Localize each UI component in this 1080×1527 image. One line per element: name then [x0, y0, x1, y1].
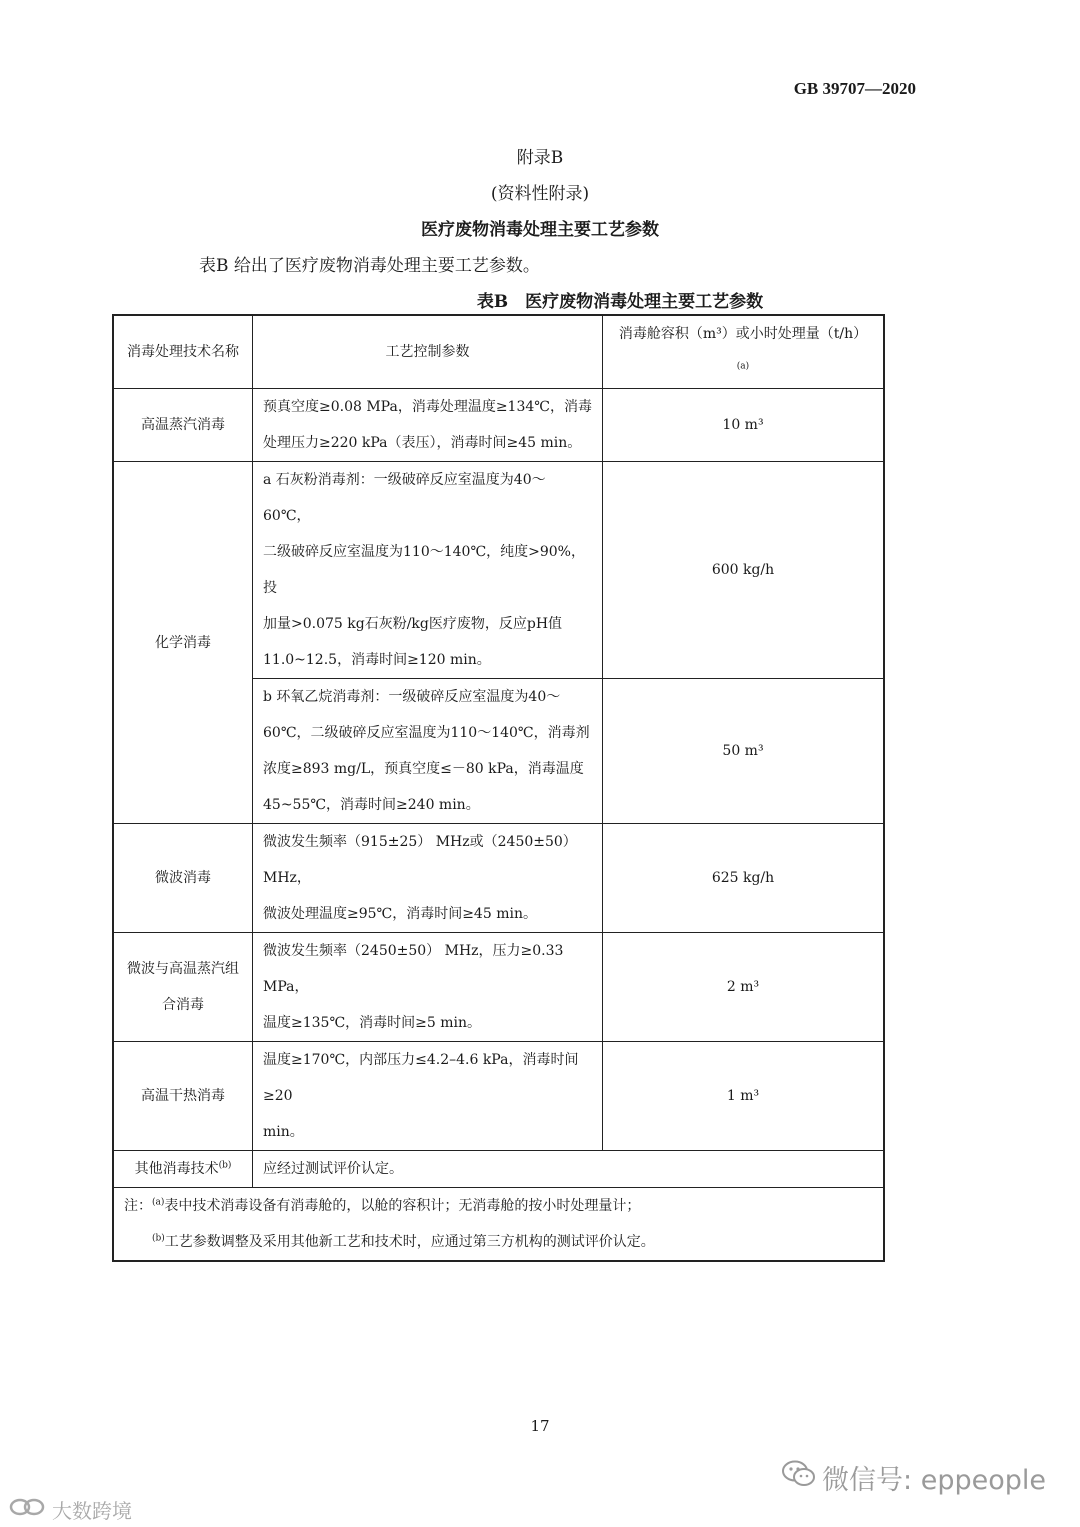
note-b: [124, 1224, 873, 1260]
table-row: [113, 389, 884, 462]
table-header-row: [113, 315, 884, 389]
capacity-value: 625 kg/h: [603, 824, 885, 933]
capacity-value: 10 m³: [603, 389, 885, 462]
table-notes: [113, 1188, 884, 1262]
param-line: 加量>0.075 kg石灰粉/kg医疗废物，反应pH值: [263, 616, 563, 632]
param-line: 温度≥135℃，消毒时间≥5 min。: [263, 1015, 481, 1031]
link-logo-icon: [8, 1496, 48, 1523]
param-line: 微波发生频率（2450±50） MHz，压力≥0.33 MPa，: [263, 943, 564, 995]
page-number: 17: [530, 1417, 550, 1435]
technique-name: [113, 933, 253, 1042]
table-row: [113, 933, 884, 1042]
footnote-mark-a: (a): [736, 361, 750, 372]
note-b-text: 工艺参数调整及采用其他新工艺和技术时，应通过第三方机构的测试评价认定。: [164, 1234, 655, 1250]
technique-name: 微波消毒: [113, 824, 253, 933]
brand-watermark-text: 大数跨境: [52, 1499, 132, 1523]
appendix-heading: 医疗废物消毒处理主要工艺参数: [421, 220, 659, 240]
table-caption: 表B 医疗废物消毒处理主要工艺参数: [476, 292, 764, 312]
note-a: [124, 1188, 873, 1224]
wechat-watermark: [782, 1458, 1046, 1497]
control-params: [253, 389, 603, 462]
wechat-icon: [782, 1460, 816, 1495]
control-params: 应经过测试评价认定。: [253, 1151, 885, 1188]
technique-name: 化学消毒: [113, 462, 253, 824]
control-params: [253, 462, 603, 679]
param-line: 11.0~12.5，消毒时间≥120 min。: [263, 652, 491, 668]
param-line: 浓度≥893 mg/L，预真空度≤－80 kPa，消毒温度: [263, 761, 584, 777]
header-capacity-text: 消毒舱容积（m³）或小时处理量（t/h）: [618, 326, 868, 342]
param-line: 温度≥170℃，内部压力≤4.2–4.6 kPa，消毒时间≥20: [263, 1052, 579, 1104]
param-line: 微波处理温度≥95℃，消毒时间≥45 min。: [263, 906, 537, 922]
intro-paragraph: 表B 给出了医疗废物消毒处理主要工艺参数。: [199, 256, 540, 276]
footnote-mark-b: (b): [218, 1160, 232, 1171]
header-technique-name: 消毒处理技术名称: [113, 315, 253, 389]
wechat-watermark-text: 微信号: eppeople: [822, 1465, 1046, 1496]
table-row: [113, 824, 884, 933]
param-line: 微波发生频率（915±25） MHz或（2450±50） MHz，: [263, 834, 577, 886]
table-row: [113, 462, 884, 679]
param-line: 45~55℃，消毒时间≥240 min。: [263, 797, 480, 813]
name-line: 合消毒: [162, 997, 204, 1013]
table-notes-row: [113, 1188, 884, 1262]
param-line: 60℃，二级破碎反应室温度为110～140℃，消毒剂: [263, 725, 590, 741]
technique-name: [113, 1151, 253, 1188]
param-line: a 石灰粉消毒剂：一级破碎反应室温度为40～60℃，: [263, 472, 546, 524]
brand-watermark: [8, 1495, 132, 1524]
name-line: 微波与高温蒸汽组: [127, 961, 239, 977]
note-b-mark: (b): [152, 1233, 165, 1244]
standard-code: GB 39707—2020: [793, 79, 916, 98]
appendix-title: 附录B: [516, 148, 564, 168]
control-params: [253, 1042, 603, 1151]
capacity-value: 2 m³: [603, 933, 885, 1042]
technique-name-text: 其他消毒技术: [134, 1161, 219, 1177]
control-params: [253, 679, 603, 824]
param-line: 二级破碎反应室温度为110～140℃，纯度>90%，投: [263, 544, 585, 596]
header-control-params: 工艺控制参数: [253, 315, 603, 389]
capacity-value: 600 kg/h: [603, 462, 885, 679]
header-capacity: [603, 315, 885, 389]
control-params: [253, 824, 603, 933]
capacity-value: 1 m³: [603, 1042, 885, 1151]
capacity-value: 50 m³: [603, 679, 885, 824]
note-prefix: 注：: [124, 1198, 152, 1214]
param-line: 处理压力≥220 kPa（表压），消毒时间≥45 min。: [263, 435, 582, 451]
process-parameters-table: [112, 314, 885, 1262]
param-line: b 环氧乙烷消毒剂：一级破碎反应室温度为40～: [263, 689, 561, 705]
technique-name: 高温干热消毒: [113, 1042, 253, 1151]
note-a-text: 表中技术消毒设备有消毒舱的，以舱的容积计；无消毒舱的按小时处理量计；: [164, 1198, 641, 1214]
table-row: [113, 1151, 884, 1188]
control-params: [253, 933, 603, 1042]
table-row: [113, 1042, 884, 1151]
appendix-type: (资料性附录): [490, 184, 590, 204]
param-line: 预真空度≥0.08 MPa，消毒处理温度≥134℃，消毒: [263, 399, 592, 415]
note-a-mark: (a): [152, 1197, 165, 1208]
param-line: min。: [263, 1124, 304, 1140]
technique-name: 高温蒸汽消毒: [113, 389, 253, 462]
